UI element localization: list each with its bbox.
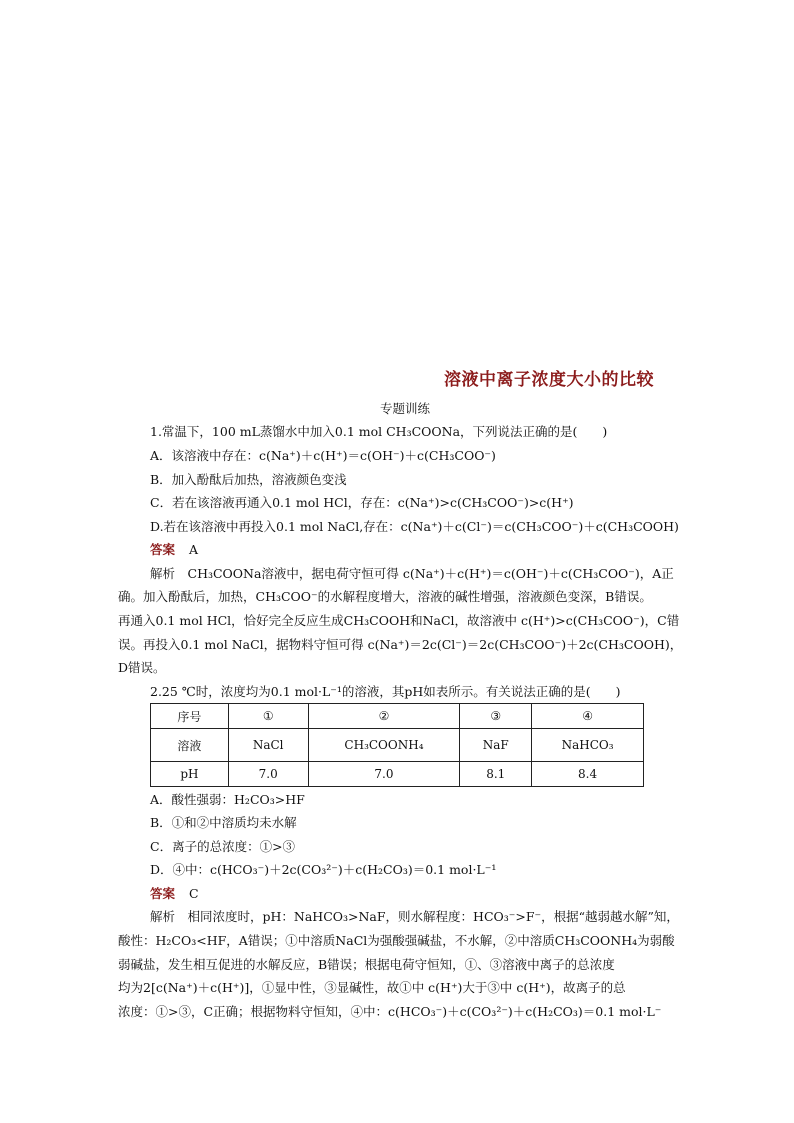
q1-analysis-line: 确。加入酚酞后，加热，CH₃COO⁻的水解程度增大，溶液的碱性增强，溶液颜色变深，B错误。 (118, 589, 652, 604)
q1-analysis-line: D错误。 (118, 660, 166, 675)
table-cell: ① (228, 704, 308, 729)
table-row (151, 704, 644, 729)
table-row-header: 溶液 (151, 729, 229, 762)
table-cell: ② (308, 704, 460, 729)
q1-analysis-line: 再通入0.1 mol HCl，恰好完全反应生成CH₃COOH和NaCl，故溶液中 c(H⁺)>c(CH₃COO⁻)，C错 (118, 613, 680, 628)
q1-stem: 1.常温下，100 mL蒸馏水中加入0.1 mol CH₃COONa，下列说法正确的是( ) (150, 424, 608, 439)
q1-option-d: D.若在该溶液中再投入0.1 mol NaCl,存在：c(Na⁺)＋c(Cl⁻)＝c(CH₃COO⁻)＋c(CH₃COOH) (150, 519, 679, 534)
q2-stem: 2.25 ℃时，浓度均为0.1 mol·L⁻¹的溶液，其pH如表所示。有关说法正确的是( ) (150, 684, 621, 699)
q2-analysis-line: 解析 相同浓度时，pH：NaHCO₃>NaF，则水解程度：HCO₃⁻>F⁻，根据“越弱越水解”知， (150, 909, 679, 924)
q1-analysis-line: 解析 CH₃COONa溶液中，据电荷守恒可得 c(Na⁺)＋c(H⁺)＝c(OH⁻)＋c(CH₃COO⁻)，A正 (150, 566, 674, 581)
q2-option-d: D．④中：c(HCO₃⁻)＋2c(CO₃²⁻)＋c(H₂CO₃)＝0.1 mol·L⁻¹ (150, 862, 497, 877)
q2-option-b: B．①和②中溶质均未水解 (150, 815, 297, 830)
table-row-header: pH (151, 762, 229, 787)
table-cell: ③ (460, 704, 532, 729)
table-cell: 7.0 (308, 762, 460, 787)
q1-option-a: A．该溶液中存在：c(Na⁺)＋c(H⁺)＝c(OH⁻)＋c(CH₃COO⁻) (150, 448, 496, 463)
table-cell: 7.0 (228, 762, 308, 787)
q2-answer-label: 答案 (150, 886, 176, 901)
q2-analysis-line: 酸性：H₂CO₃<HF，A错误；①中溶质NaCl为强酸强碱盐，不水解，②中溶质CH₃COONH₄为弱酸 (118, 933, 675, 948)
table-row (151, 762, 644, 787)
q2-option-c: C．离子的总浓度：①>③ (150, 839, 296, 854)
table-cell: NaHCO₃ (532, 729, 644, 762)
q1-answer-value: A (189, 542, 199, 557)
table-cell: 8.1 (460, 762, 532, 787)
section-subtitle: 专题训练 (380, 401, 431, 416)
table-cell: NaF (460, 729, 532, 762)
q2-answer (150, 886, 199, 902)
table-cell: ④ (532, 704, 644, 729)
q1-answer (150, 542, 198, 558)
q1-option-c: C．若在该溶液再通入0.1 mol HCl，存在：c(Na⁺)>c(CH₃COO⁻)>c(H⁺) (150, 495, 574, 510)
page-title: 溶液中离子浓度大小的比较 (444, 370, 654, 390)
q2-analysis-line: 浓度：①>③，C正确；根据物料守恒知，④中：c(HCO₃⁻)＋c(CO₃²⁻)＋c(H₂CO₃)＝0.1 mol·L⁻ (118, 1004, 662, 1019)
table-row (151, 729, 644, 762)
q2-answer-value: C (189, 886, 199, 901)
q2-option-a: A．酸性强弱：H₂CO₃>HF (150, 792, 305, 807)
table-cell: 8.4 (532, 762, 644, 787)
q2-analysis-line: 均为2[c(Na⁺)＋c(H⁺)]，①显中性，③显碱性，故①中 c(H⁺)大于③中 c(H⁺)，故离子的总 (118, 980, 626, 995)
q1-analysis-line: 误。再投入0.1 mol NaCl，据物料守恒可得 c(Na⁺)＝2c(Cl⁻)＝2c(CH₃COO⁻)＋2c(CH₃COOH)， (118, 637, 683, 652)
q1-option-b: B．加入酚酞后加热，溶液颜色变浅 (150, 472, 347, 487)
ph-table (150, 703, 644, 787)
q2-analysis-line: 弱碱盐，发生相互促进的水解反应，B错误；根据电荷守恒知，①、③溶液中离子的总浓度 (118, 957, 615, 972)
q1-answer-label: 答案 (150, 542, 176, 557)
table-cell: CH₃COONH₄ (308, 729, 460, 762)
table-cell: NaCl (228, 729, 308, 762)
table-row-header: 序号 (151, 704, 229, 729)
